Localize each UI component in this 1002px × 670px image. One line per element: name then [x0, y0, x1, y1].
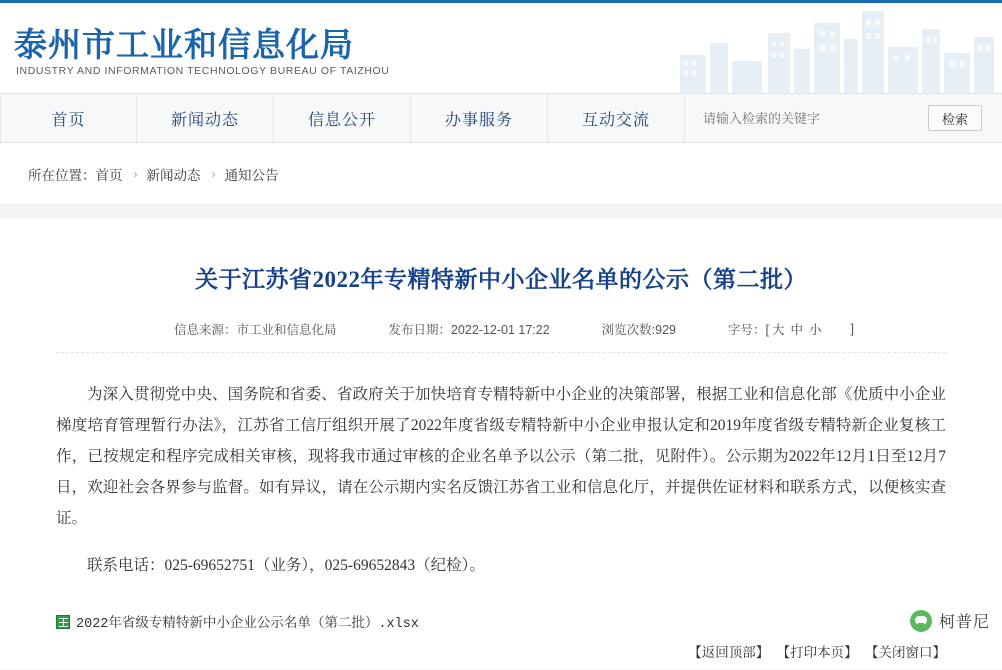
font-size-medium-button[interactable]: 中: [790, 323, 804, 337]
breadcrumb-item-notice[interactable]: 通知公告: [224, 167, 279, 183]
nav-item-home[interactable]: 首页: [0, 94, 137, 142]
nav-item-news[interactable]: 新闻动态: [137, 94, 274, 142]
nav-item-info-disclosure[interactable]: 信息公开: [274, 94, 411, 142]
breadcrumb-separator-icon: ›: [211, 166, 216, 181]
article-paragraph: 联系电话：025-69652751（业务），025-69652843（纪检）。: [87, 557, 485, 574]
article-footer-links: [684, 641, 946, 661]
meta-publish-date: 发布日期：2022-12-01 17:22: [388, 323, 550, 337]
search-area: [685, 94, 1002, 142]
page-title: 关于江苏省2022年专精特新中小企业名单的公示（第二批）: [195, 267, 807, 292]
article-paragraph: 为深入贯彻党中央、国务院和省委、省政府关于加快培育专精特新中小企业的决策部署，根据工业和信息化部《优质中小企业梯度培育管理暂行办法》，江苏省工信厅组织开展了2022年度省级专精特新中小企业申报认定和2019年度省级专精特新企业复核工作，已按规定和程序完成相关审核，现将我市通过审核的企业名单予以公示（第二批，见附件）。公示期为2022年12月1日至12月7日，欢迎社会各界参与监督。如有异议，请在公示期内实名反馈江苏省工业和信息化厅，并提供佐证材料和联系方式，以便核实查证。: [56, 386, 946, 527]
breadcrumb-item-home[interactable]: 首页: [95, 167, 123, 183]
main-navigation: [0, 93, 1002, 143]
wechat-logo-icon: [910, 610, 932, 632]
article-card: [0, 219, 1002, 669]
font-size-close: ]: [850, 322, 855, 336]
breadcrumb-bar: [0, 143, 1002, 205]
attachment-link[interactable]: [56, 611, 946, 632]
back-to-top-link[interactable]: 【返回顶部】: [688, 645, 770, 660]
article-body: [56, 379, 946, 581]
site-header: [0, 0, 1002, 93]
watermark-text: 柯普尼: [938, 614, 990, 631]
font-size-small-button[interactable]: 小: [809, 323, 822, 337]
nav-item-services[interactable]: 办事服务: [411, 94, 548, 142]
watermark: [910, 609, 990, 632]
section-gap: [0, 205, 1002, 219]
attachment-name[interactable]: 2022年省级专精特新中小企业公示名单（第二批）.xlsx: [76, 617, 419, 632]
search-input[interactable]: [701, 110, 901, 127]
excel-file-icon: [56, 615, 70, 629]
meta-views: 浏览次数:929: [601, 323, 677, 337]
article-meta: [56, 320, 946, 353]
print-page-link[interactable]: 【打印本页】: [776, 645, 858, 660]
meta-source: 信息来源：市工业和信息化局: [173, 323, 337, 337]
font-size-label: 字号：[: [728, 323, 769, 337]
search-button[interactable]: 检索: [928, 105, 982, 131]
breadcrumb-separator-icon: ›: [133, 166, 138, 181]
font-size-large-button[interactable]: 大: [772, 323, 785, 337]
site-title: 泰州市工业和信息化局: [14, 28, 354, 64]
breadcrumb-item-news[interactable]: 新闻动态: [146, 167, 201, 183]
site-subtitle: INDUSTRY AND INFORMATION TECHNOLOGY BUREAU OF TAIZHOU: [16, 65, 390, 77]
breadcrumb-prefix: 所在位置：: [28, 167, 96, 183]
nav-item-interaction[interactable]: 互动交流: [548, 94, 685, 142]
breadcrumb: [28, 164, 279, 184]
close-window-link[interactable]: 【关闭窗口】: [865, 645, 946, 660]
skyline-decoration-icon: [672, 3, 1002, 93]
